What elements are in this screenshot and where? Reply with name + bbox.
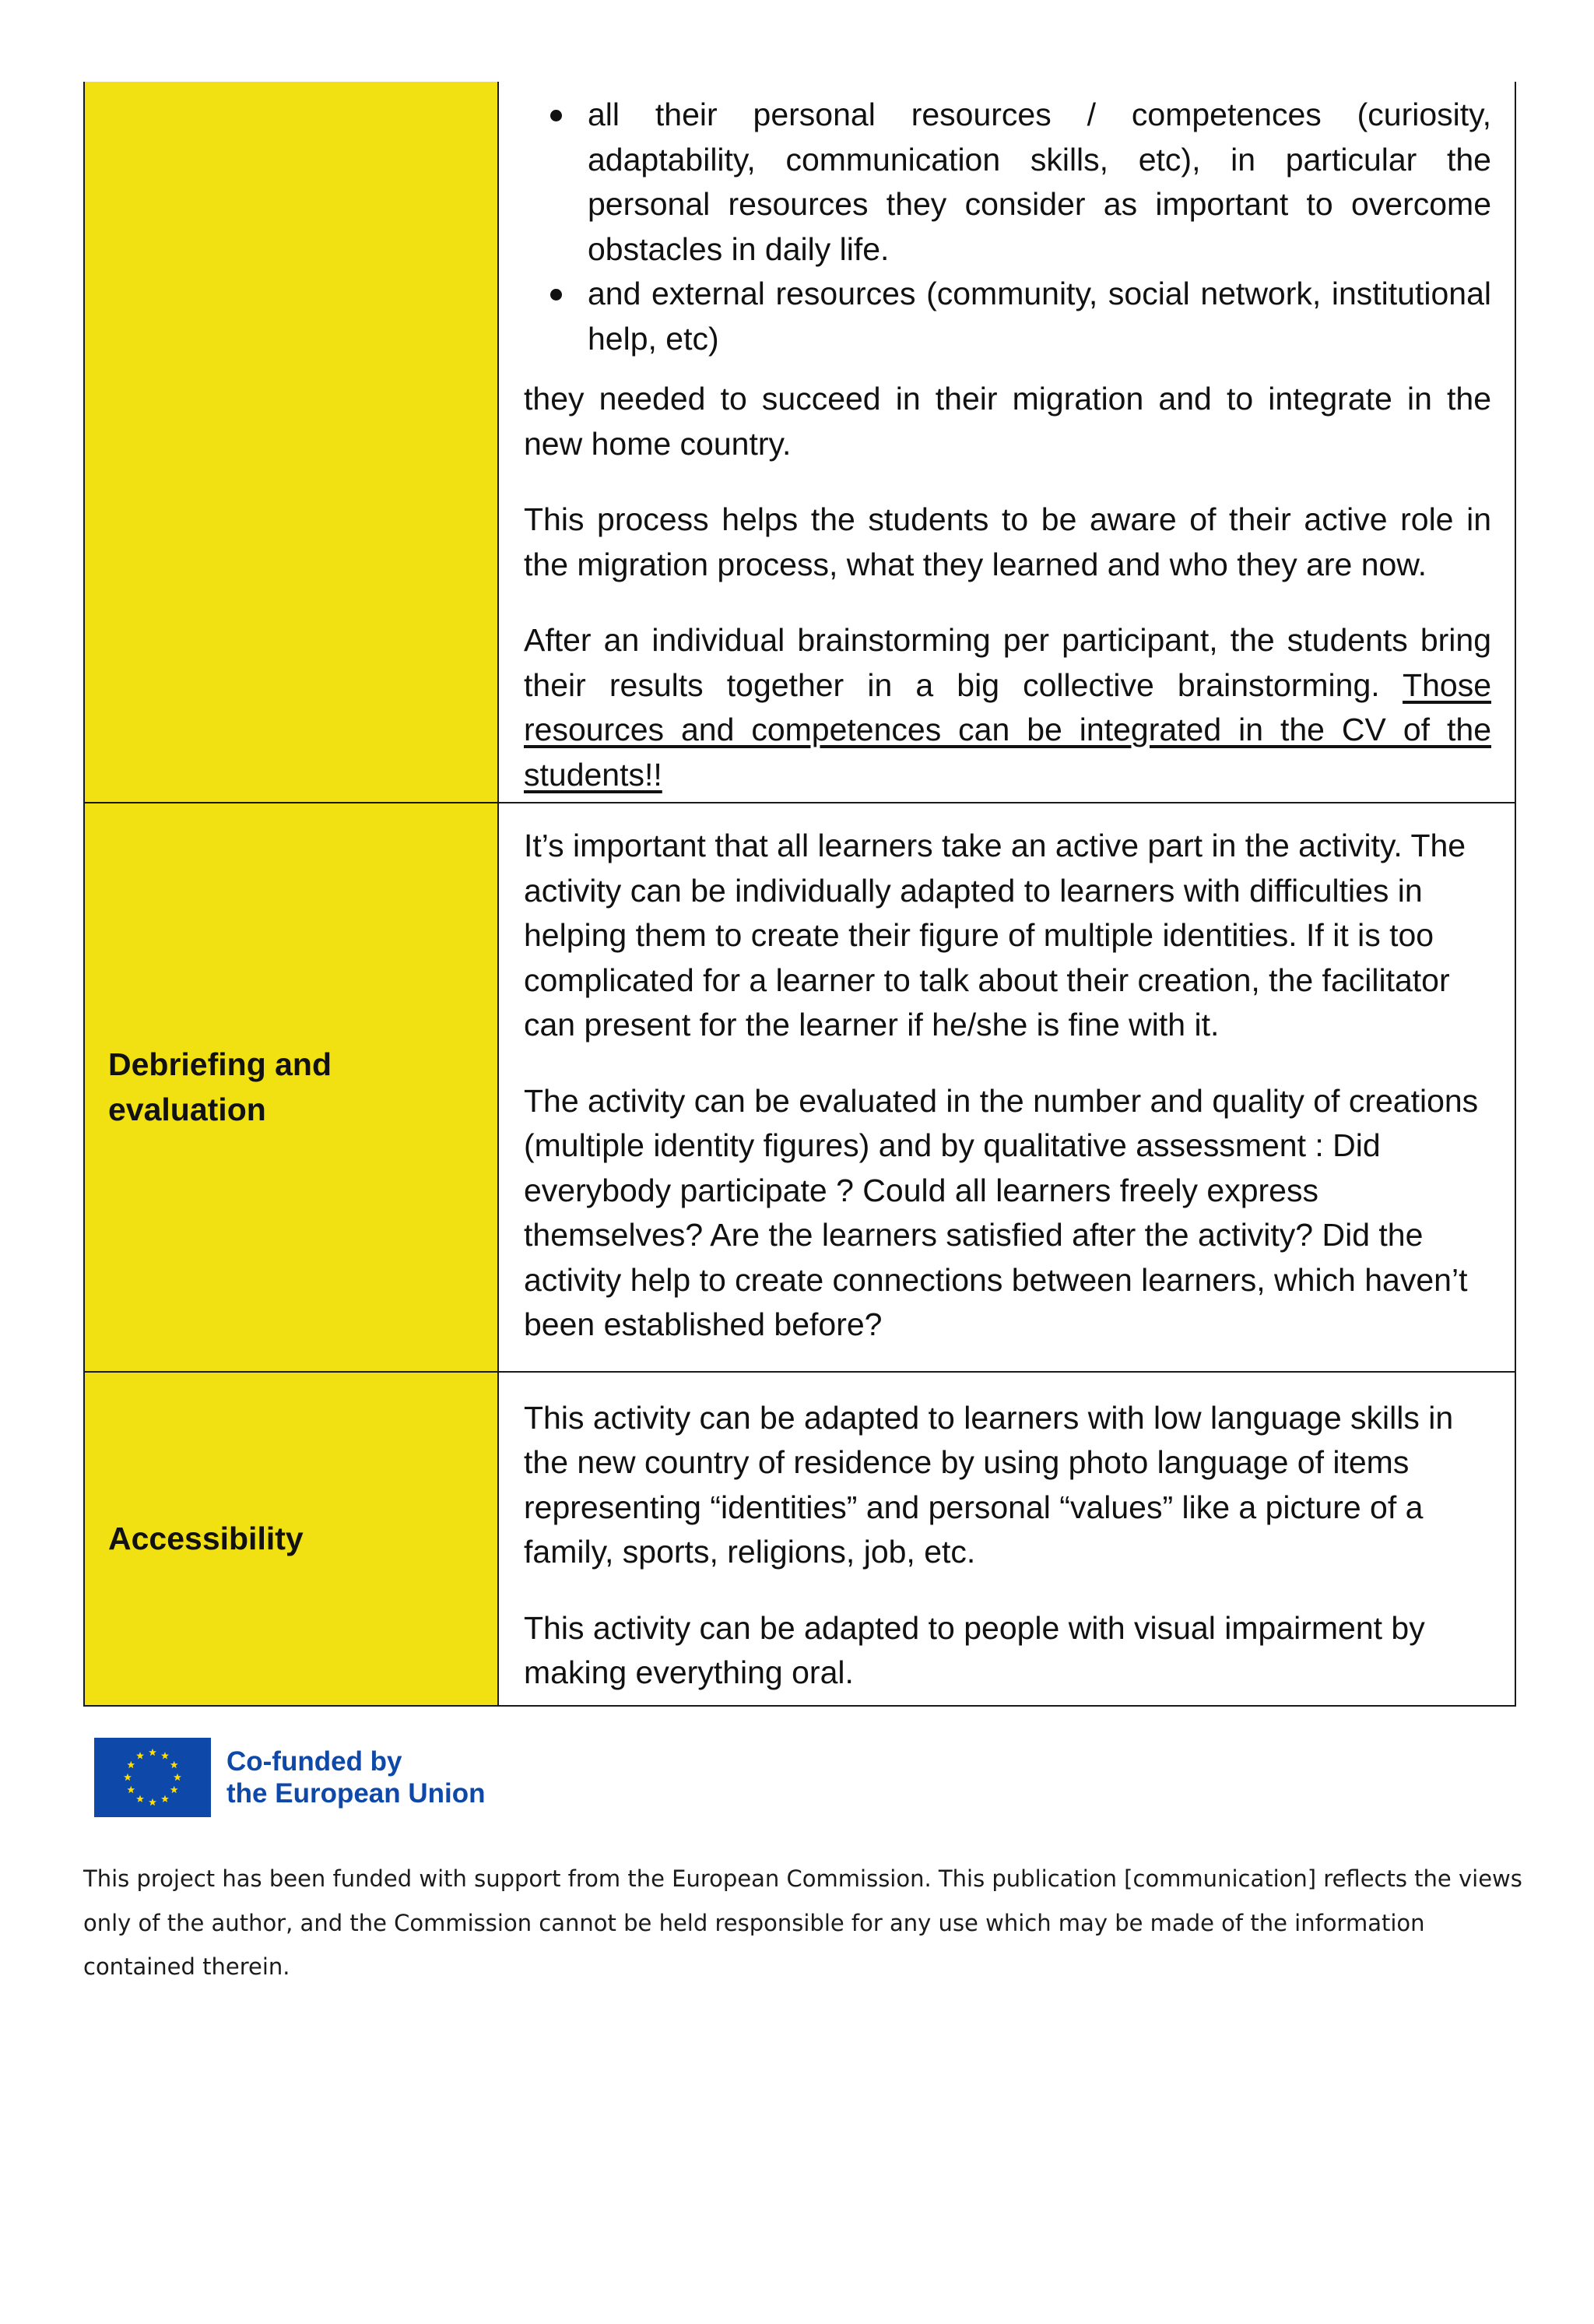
table-row <box>84 1372 1515 1706</box>
logo-line-2: the European Union <box>226 1778 486 1809</box>
eu-star-icon <box>149 1749 156 1756</box>
row-label-empty <box>84 82 498 803</box>
logo-text <box>226 1746 486 1809</box>
eu-cofunded-logo <box>94 1733 514 1822</box>
list-item: and external resources (community, social network, institutional help, etc) <box>588 272 1491 361</box>
paragraph: This process helps the students to be aware of their active role in the migration process, what they learned and who they are now. <box>524 501 1491 582</box>
eu-flag-icon <box>94 1738 211 1817</box>
eu-star-icon <box>127 1786 135 1793</box>
eu-star-icon <box>170 1786 178 1793</box>
accessibility-cell <box>498 1372 1515 1706</box>
paragraph <box>524 618 1491 797</box>
paragraph: The activity can be evaluated in the number and quality of creations (multiple identity figures) and by qualitative assessment : Did everybody participate ? Could all learners freely express themselves? Are the learners satisfied after the activity? Did the activity help to create connections between learners, which haven’t been established before? <box>524 1082 1479 1342</box>
paragraph: This activity can be adapted to learners with low language skills in the new country of residence by using photo language of items representing “identities” and personal “values” like a picture of a family, sports, religions, job, etc. <box>524 1399 1454 1570</box>
paragraph-text: After an individual brainstorming per participant, the students bring their results together in a big collective brainstorming. <box>524 622 1491 703</box>
eu-star-icon <box>136 1752 144 1759</box>
eu-star-icon <box>170 1761 178 1768</box>
paragraph: they needed to succeed in their migration and to integrate in the new home country. <box>524 381 1491 462</box>
eu-star-icon <box>174 1774 181 1781</box>
paragraph: It’s important that all learners take an active part in the activity. The activity can be individually adapted to learners with difficulties in helping them to create their figure of multiple identities. If it is too complicated for a learner to talk about their creation, the facilitator can present for the learner if he/she is fine with it. <box>524 828 1466 1042</box>
logo-line-1: Co-funded by <box>226 1746 402 1777</box>
activity-table <box>83 82 1516 1707</box>
resources-bullet-list <box>524 82 1491 361</box>
list-item: all their personal resources / competences (curiosity, adaptability, communication skills, etc), in particular the personal resources they consider as important to overcome obstacles in daily life. <box>588 93 1491 272</box>
funding-disclaimer: This project has been funded with support from the European Commission. This publication [communication] reflects the views only of the author, and the Commission cannot be held responsible for any use which may be made of the information contained therein. <box>83 1865 1522 1980</box>
paragraph: This activity can be adapted to people with visual impairment by making everything oral. <box>524 1609 1425 1690</box>
eu-star-icon <box>161 1795 169 1802</box>
underlined-text: Those resources and competences can be integrated in the CV of the students!! <box>524 666 1491 793</box>
eu-star-icon <box>149 1798 156 1805</box>
row-label-debriefing: Debriefing and evaluation <box>84 803 498 1372</box>
debriefing-cell <box>498 803 1515 1372</box>
resources-cell <box>498 82 1515 803</box>
eu-star-icon <box>124 1774 132 1781</box>
row-label-accessibility: Accessibility <box>84 1372 498 1706</box>
table-row <box>84 803 1515 1372</box>
table-row <box>84 82 1515 803</box>
eu-star-icon <box>127 1761 135 1768</box>
eu-star-icon <box>161 1752 169 1759</box>
eu-star-icon <box>136 1795 144 1802</box>
